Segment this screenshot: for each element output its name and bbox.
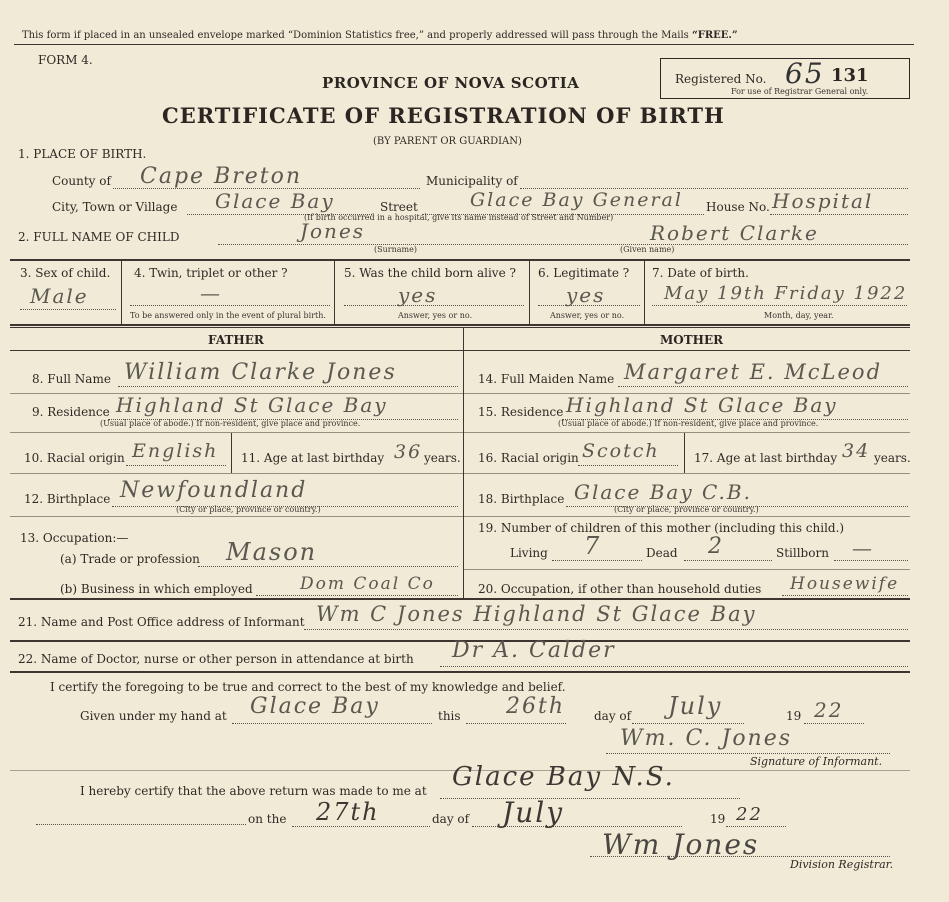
registrar-place: Glace Bay N.S. xyxy=(452,762,675,792)
registrar-year: 22 xyxy=(736,804,763,825)
registrar-month: July xyxy=(502,796,565,829)
mother-residence-label: 15. Residence xyxy=(478,405,564,419)
registrar-on-label: on the xyxy=(248,812,287,826)
twin-note: To be answered only in the event of plural birth. xyxy=(130,311,326,320)
doctor-value: Dr A. Calder xyxy=(452,638,616,663)
father-heading: FATHER xyxy=(208,333,264,347)
given-month: July xyxy=(668,692,723,720)
father-residence-label: 9. Residence xyxy=(32,405,110,419)
father-racial-label: 10. Racial origin xyxy=(24,451,125,465)
house-label: House No. xyxy=(706,200,770,214)
sex-value: Male xyxy=(30,284,89,308)
informant-signature-caption: Signature of Informant. xyxy=(750,755,883,768)
city-value: Glace Bay xyxy=(215,189,335,213)
street-label: Street xyxy=(380,200,418,214)
this-label: this xyxy=(438,709,461,723)
doctor-label: 22. Name of Doctor, nurse or other person in attendance at birth xyxy=(18,652,414,666)
registered-no-label: Registered No. xyxy=(675,72,767,86)
mother-residence-note: (Usual place of abode.) If non-resident, give place and province. xyxy=(558,419,819,428)
mother-racial-label: 16. Racial origin xyxy=(478,451,579,465)
city-label: City, Town or Village xyxy=(52,200,178,214)
registrar-statement: I hereby certify that the above return was made to me at xyxy=(80,784,427,798)
registrar-day: 27th xyxy=(316,798,380,826)
registered-no-hand: 65 xyxy=(785,57,825,90)
occupation-label: 13. Occupation:— xyxy=(20,531,129,545)
alive-note: Answer, yes or no. xyxy=(398,311,473,320)
certify-statement: I certify the foregoing to be true and correct to the best of my knowledge and belief. xyxy=(50,680,566,694)
page-title: CERTIFICATE OF REGISTRATION OF BIRTH xyxy=(162,103,725,128)
street-value: Glace Bay General xyxy=(470,189,683,211)
registrar-year-prefix: 19 xyxy=(710,812,726,826)
birth-date-label: 7. Date of birth. xyxy=(652,266,749,280)
mother-occupation-label: 20. Occupation, if other than household duties xyxy=(478,582,762,596)
top-rule xyxy=(14,44,914,45)
father-birthplace: Newfoundland xyxy=(120,478,308,503)
living-value: 7 xyxy=(584,532,602,560)
children-count-label: 19. Number of children of this mother (including this child.) xyxy=(478,521,845,535)
sex-label: 3. Sex of child. xyxy=(20,266,111,280)
house-value: Hospital xyxy=(772,189,874,213)
informant-signature: Wm. C. Jones xyxy=(620,726,793,751)
child-given-name: Robert Clarke xyxy=(650,221,819,245)
given-year: 22 xyxy=(814,698,844,722)
registrar-signature: Wm Jones xyxy=(602,828,760,861)
municipality-label: Municipality of xyxy=(426,174,518,188)
mother-years: years. xyxy=(874,451,911,465)
father-name-label: 8. Full Name xyxy=(32,372,111,386)
alive-value: yes xyxy=(398,283,438,307)
mother-birthplace-label: 18. Birthplace xyxy=(478,492,565,506)
informant-value: Wm C Jones Highland St Glace Bay xyxy=(316,602,757,626)
informant-label: 21. Name and Post Office address of Informant xyxy=(18,615,305,629)
child-name-label: 2. FULL NAME OF CHILD xyxy=(18,230,180,244)
surname-caption: (Surname) xyxy=(374,245,417,254)
given-day: 26th xyxy=(506,694,566,719)
father-residence-note: (Usual place of abode.) If non-resident, give place and province. xyxy=(100,419,361,428)
mother-heading: MOTHER xyxy=(660,333,724,347)
registered-no-value: 131 xyxy=(831,65,869,86)
mother-name: Margaret E. McLeod xyxy=(624,360,883,384)
trade-label: (a) Trade or profession xyxy=(60,552,200,566)
business-label: (b) Business in which employed xyxy=(60,582,253,596)
birth-date-note: Month, day, year. xyxy=(764,311,834,320)
trade-value: Mason xyxy=(226,538,318,566)
twin-label: 4. Twin, triplet or other ? xyxy=(134,266,288,280)
child-surname: Jones xyxy=(300,219,366,243)
given-place: Glace Bay xyxy=(250,694,380,719)
stillborn-label: Stillborn xyxy=(776,546,829,560)
living-label: Living xyxy=(510,546,548,560)
mother-name-label: 14. Full Maiden Name xyxy=(478,372,615,386)
province-heading: PROVINCE OF NOVA SCOTIA xyxy=(322,74,580,92)
stillborn-value: — xyxy=(852,536,874,560)
form-number: FORM 4. xyxy=(38,53,93,67)
father-racial: English xyxy=(132,440,219,462)
registration-box xyxy=(660,58,910,99)
mother-occupation: Housewife xyxy=(790,574,900,594)
father-age-label: 11. Age at last birthday xyxy=(241,451,385,465)
father-birthplace-note: (City or place, province or country.) xyxy=(176,505,321,514)
place-of-birth-label: 1. PLACE OF BIRTH. xyxy=(18,147,147,161)
father-age: 36 xyxy=(394,441,423,463)
given-caption: (Given name) xyxy=(620,245,675,254)
dead-value: 2 xyxy=(708,534,724,559)
mother-age-label: 17. Age at last birthday xyxy=(694,451,838,465)
registrar-caption: Division Registrar. xyxy=(790,858,894,871)
mother-birthplace: Glace Bay C.B. xyxy=(574,480,752,504)
mother-residence: Highland St Glace Bay xyxy=(566,393,838,417)
given-year-prefix: 19 xyxy=(786,709,802,723)
given-label: Given under my hand at xyxy=(80,709,227,723)
county-value: Cape Breton xyxy=(140,164,303,189)
twin-value: — xyxy=(200,281,222,305)
legitimate-label: 6. Legitimate ? xyxy=(538,266,630,280)
business-value: Dom Coal Co xyxy=(300,574,435,594)
birth-date-value: May 19th Friday 1922 xyxy=(664,283,908,304)
page-subtitle: (BY PARENT OR GUARDIAN) xyxy=(373,136,522,147)
county-label: County of xyxy=(52,174,111,188)
mail-notice: This form if placed in an unsealed envelope marked “Dominion Statistics free,” and properly addressed will pass through the Mails “FREE.” xyxy=(22,30,738,41)
legitimate-value: yes xyxy=(566,283,606,307)
legitimate-note: Answer, yes or no. xyxy=(550,311,625,320)
alive-label: 5. Was the child born alive ? xyxy=(344,266,516,280)
given-day-label: day of xyxy=(594,709,632,723)
father-years: years. xyxy=(424,451,461,465)
registered-no-note: For use of Registrar General only. xyxy=(731,87,869,96)
mother-racial: Scotch xyxy=(582,440,660,462)
mother-age: 34 xyxy=(842,440,871,462)
dead-label: Dead xyxy=(646,546,678,560)
father-residence: Highland St Glace Bay xyxy=(116,393,388,417)
father-name: William Clarke Jones xyxy=(124,360,397,385)
registrar-day-label: day of xyxy=(432,812,470,826)
hospital-note: (If birth occurred in a hospital, give its name instead of Street and Number) xyxy=(304,213,614,222)
mother-birthplace-note: (City or place, province or country.) xyxy=(614,505,759,514)
father-birthplace-label: 12. Birthplace xyxy=(24,492,111,506)
